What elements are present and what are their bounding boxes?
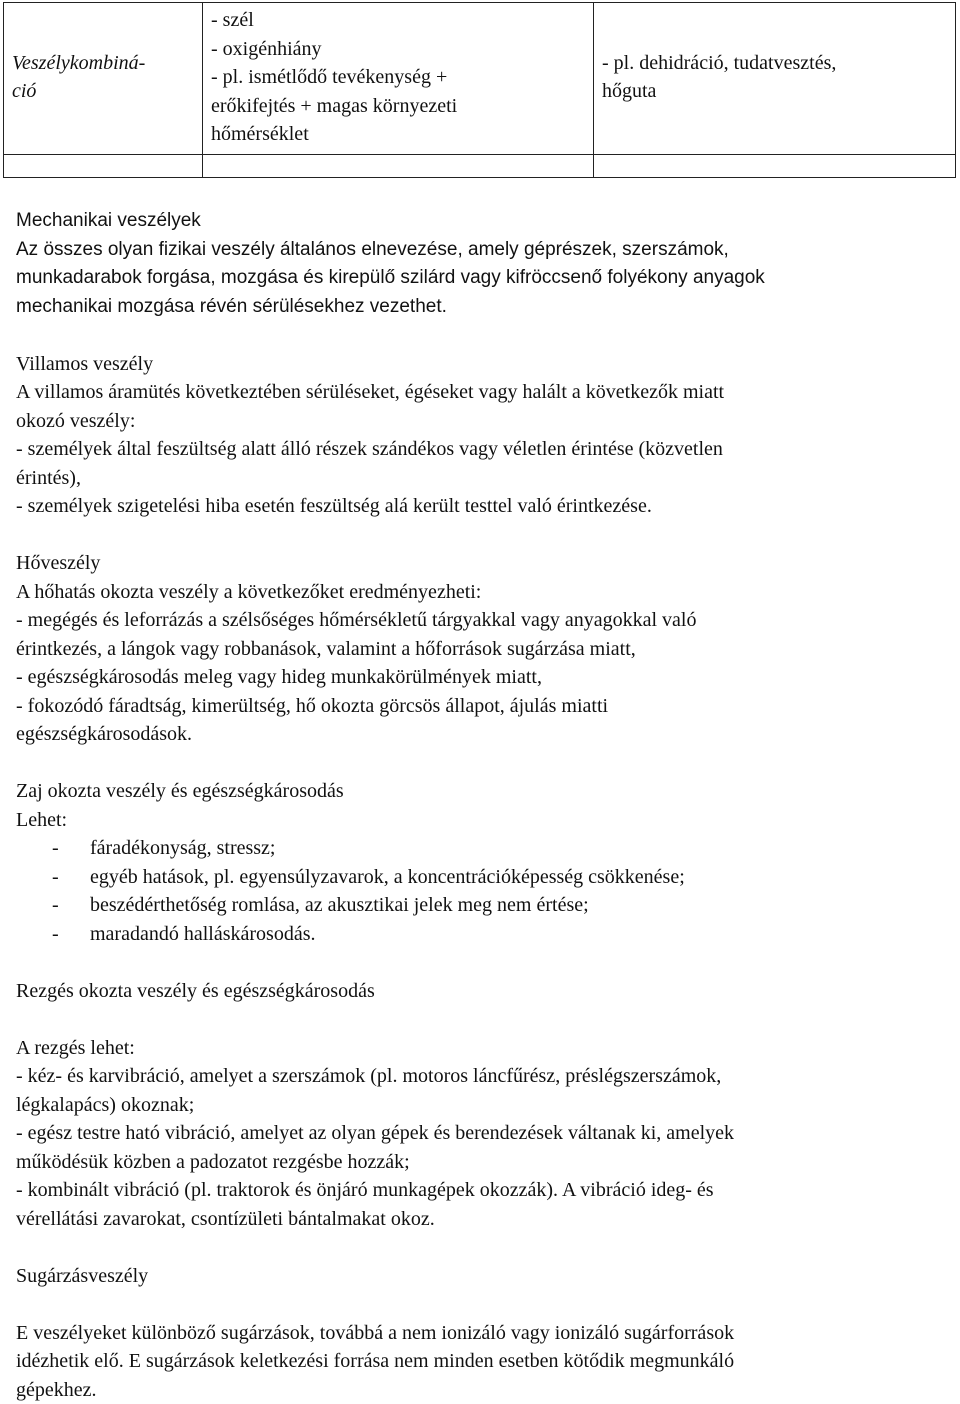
hazard-effects-cell: [594, 3, 956, 155]
paragraph-line: működésük közben a padozatot rezgésbe hozzák;: [16, 1150, 410, 1173]
list-item-text: fáradékonyság, stressz;: [90, 837, 276, 859]
section-heading: Mechanikai veszélyek: [16, 210, 201, 231]
cell-line: - pl. ismétlődő tevékenység +: [211, 66, 448, 88]
hazard-table: [3, 2, 956, 178]
spacer: [16, 1233, 946, 1262]
paragraph-line: - megégés és leforrázás a szélsőséges hőmérsékletű tárgyakkal vagy anyagokkal való: [16, 609, 697, 631]
empty-cell: [594, 154, 956, 177]
dash-bullet: -: [52, 894, 59, 916]
spacer: [16, 321, 946, 350]
paragraph-line: - kombinált vibráció (pl. traktorok és önjáró munkagépek okozzák). A vibráció ideg- és: [16, 1179, 714, 1201]
paragraph-line: E veszélyeket különböző sugárzások, továbbá a nem ionizáló vagy ionizáló sugárforrások: [16, 1321, 735, 1344]
section-vibration: [16, 977, 946, 1234]
paragraph-line: A villamos áramütés következtében sérüléseket, égéseket vagy halált a következők miatt: [16, 381, 725, 403]
list-item: [16, 834, 946, 863]
paragraph-line: érintés),: [16, 466, 81, 489]
paragraph-line: - egész testre ható vibráció, amelyet az olyan gépek és berendezések váltanak ki, amelyek: [16, 1122, 734, 1144]
list-item-text: beszédérthetőség romlása, az akusztikai jelek meg nem értése;: [90, 894, 589, 916]
table-row: [4, 3, 956, 155]
spacer: [16, 521, 946, 550]
paragraph-line: - fokozódó fáradtság, kimerültség, hő okozta görcsös állapot, ájulás miatti: [16, 694, 609, 717]
paragraph-line: vérellátási zavarokat, csontízületi bántalmakat okoz.: [16, 1207, 435, 1230]
paragraph-line: egészségkárosodások.: [16, 723, 193, 745]
section-heading: Zaj okozta veszély és egészségkárosodás: [16, 780, 344, 802]
section-noise: [16, 777, 946, 948]
list-item: [16, 891, 946, 920]
paragraph-line: mechanikai mozgása révén sérülésekhez vezethet.: [16, 295, 447, 317]
paragraph-line: légkalapács) okoznak;: [16, 1093, 195, 1116]
list-item-text: egyéb hatások, pl. egyensúlyzavarok, a koncentrációképesség csökkenése;: [90, 865, 685, 888]
cell-line: Veszélykombiná-: [12, 51, 146, 74]
dash-bullet: -: [52, 922, 59, 945]
cell-line: - oxigénhiány: [211, 37, 322, 60]
list-intro: A rezgés lehet:: [16, 1036, 135, 1059]
section-heading: Hőveszély: [16, 552, 101, 574]
cell-line: - szél: [211, 9, 254, 31]
paragraph-line: idézhetik elő. E sugárzások keletkezési forrása nem minden esetben kötődik megmunkáló: [16, 1350, 735, 1372]
hazard-category-cell: [4, 3, 203, 155]
paragraph-line: - egészségkárosodás meleg vagy hideg munkakörülmények miatt,: [16, 666, 542, 688]
spacer: [16, 1005, 946, 1034]
section-heat: [16, 549, 946, 749]
list-item-text: maradandó halláskárosodás.: [90, 922, 316, 945]
empty-cell: [4, 154, 203, 177]
cell-line: hőguta: [602, 80, 657, 103]
section-mechanical: [16, 207, 946, 321]
cell-line: ció: [12, 80, 37, 103]
cell-line: erőkifejtés + magas környezeti: [211, 94, 458, 117]
paragraph-line: Az összes olyan fizikai veszély általános elnevezése, amely géprészek, szerszámok,: [16, 238, 729, 260]
noise-effects-list: [16, 834, 946, 948]
section-heading: Rezgés okozta veszély és egészségkárosodás: [16, 979, 375, 1002]
paragraph-line: - kéz- és karvibráció, amelyet a szerszámok (pl. motoros láncfűrész, préslégszerszámok,: [16, 1065, 722, 1087]
section-electrical: [16, 350, 946, 521]
cell-line: hőmérséklet: [211, 123, 309, 145]
paragraph-line: - személyek által feszültség alatt álló részek szándékos vagy véletlen érintése (közvetlen: [16, 438, 723, 460]
paragraph-line: érintkezés, a lángok vagy robbanások, valamint a hőforrások sugárzása miatt,: [16, 637, 636, 660]
list-intro: Lehet:: [16, 808, 68, 831]
section-heading: Sugárzásveszély: [16, 1264, 149, 1287]
paragraph-line: munkadarabok forgása, mozgása és kirepülő szilárd vagy kifröccsenő folyékony anyagok: [16, 267, 765, 288]
list-item: [16, 920, 946, 949]
empty-cell: [203, 154, 594, 177]
section-radiation: [16, 1262, 946, 1404]
paragraph-line: A hőhatás okozta veszély a következőket eredményezheti:: [16, 580, 482, 603]
document-body: [16, 207, 946, 1404]
table-row-empty: [4, 154, 956, 177]
paragraph-line: - személyek szigetelési hiba esetén feszültség alá került testtel való érintkezése.: [16, 495, 652, 517]
list-item: [16, 863, 946, 892]
cell-line: - pl. dehidráció, tudatvesztés,: [602, 51, 837, 74]
dash-bullet: -: [52, 865, 59, 888]
spacer: [16, 948, 946, 977]
section-heading: Villamos veszély: [16, 352, 154, 375]
paragraph-line: gépekhez.: [16, 1378, 97, 1401]
paragraph-line: okozó veszély:: [16, 409, 136, 432]
spacer: [16, 749, 946, 778]
dash-bullet: -: [52, 837, 59, 859]
spacer: [16, 1290, 946, 1319]
hazard-factors-cell: [203, 3, 594, 155]
